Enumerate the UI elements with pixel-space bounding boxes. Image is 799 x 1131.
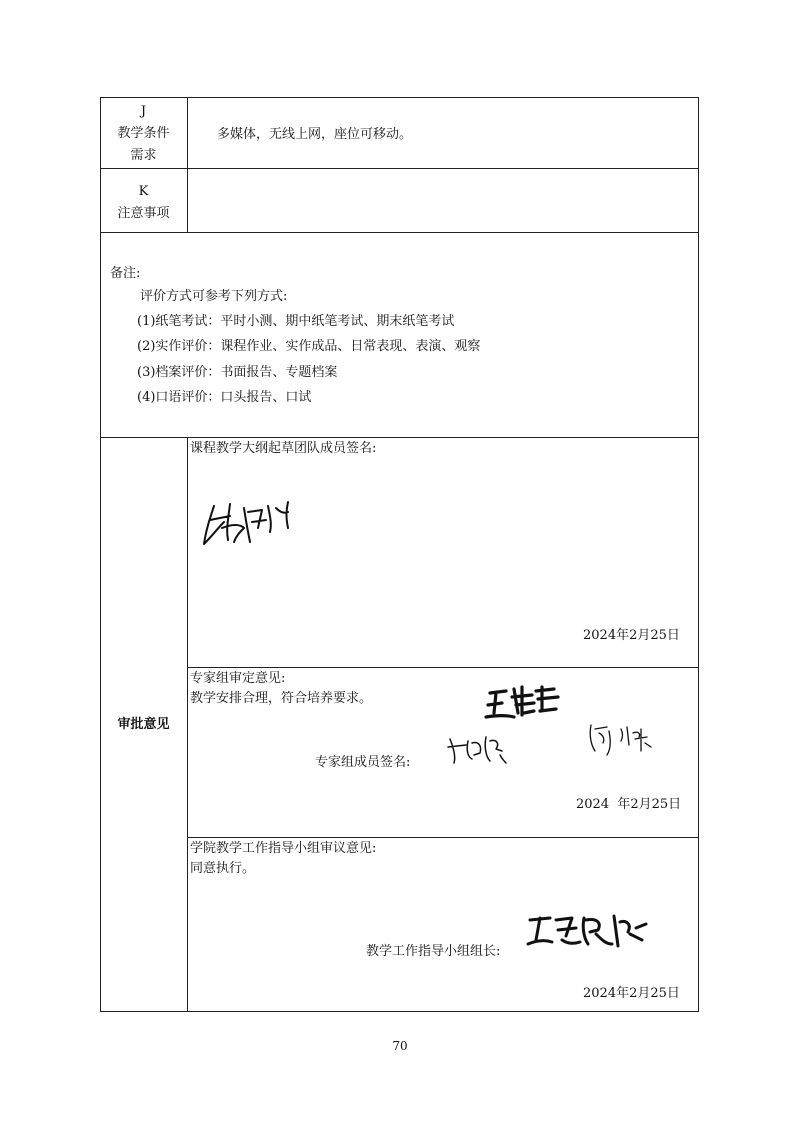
approval-label: 审批意见 <box>117 717 170 732</box>
row-divider-j-k <box>100 168 699 169</box>
table-border-left <box>100 97 101 1012</box>
row-divider-expert-college <box>187 837 699 838</box>
row-j-label-line1: 教学条件 <box>117 126 170 141</box>
notes-title: 备注: <box>110 266 141 281</box>
expert-opinion: 教学安排合理，符合培养要求。 <box>190 691 373 706</box>
notes-item: (4)口语评价：口头报告、口试 <box>137 390 312 405</box>
notes-item: (1)纸笔考试：平时小测、期中纸笔考试、期末纸笔考试 <box>137 314 455 329</box>
drafting-date: 2024年2月25日 <box>583 628 680 643</box>
expert-signer-label: 专家组成员签名: <box>315 755 411 770</box>
row-j-label-line2: 需求 <box>130 148 157 163</box>
expert-signature-image-2 <box>446 731 510 765</box>
expert-date: 2024 年2月25日 <box>576 797 682 812</box>
row-divider-drafting-expert <box>187 667 699 668</box>
drafting-signature-image <box>200 498 300 550</box>
drafting-heading: 课程教学大纲起草团队成员签名: <box>190 441 377 456</box>
college-heading: 学院教学工作指导小组审议意见: <box>190 841 377 856</box>
table-border-right <box>698 97 699 1012</box>
expert-signature-image-1 <box>484 683 560 721</box>
column-divider-approval <box>187 437 188 1012</box>
notes-intro: 评价方式可参考下列方式: <box>140 289 288 304</box>
column-divider-top <box>187 97 188 233</box>
row-divider-notes-approval <box>100 437 699 438</box>
table-border-bottom <box>100 1011 699 1012</box>
college-signature-image <box>526 910 650 954</box>
table-border-top <box>100 97 699 98</box>
page-number: 70 <box>392 1039 408 1053</box>
row-j-code: J <box>140 104 147 119</box>
notes-item: (3)档案评价：书面报告、专题档案 <box>137 365 338 380</box>
row-j-content: 多媒体，无线上网，座位可移动。 <box>217 127 413 142</box>
college-date: 2024年2月25日 <box>583 986 680 1001</box>
expert-signature-image-3 <box>585 721 655 757</box>
notes-item: (2)实作评价：课程作业、实作成品、日常表现、表演、观察 <box>137 339 481 354</box>
row-divider-k-notes <box>100 232 699 233</box>
college-opinion: 同意执行。 <box>190 861 256 876</box>
expert-heading: 专家组审定意见: <box>190 671 286 686</box>
row-k-label: 注意事项 <box>117 206 170 221</box>
college-signer-label: 教学工作指导小组组长: <box>366 944 501 959</box>
row-k-code: K <box>138 184 149 199</box>
